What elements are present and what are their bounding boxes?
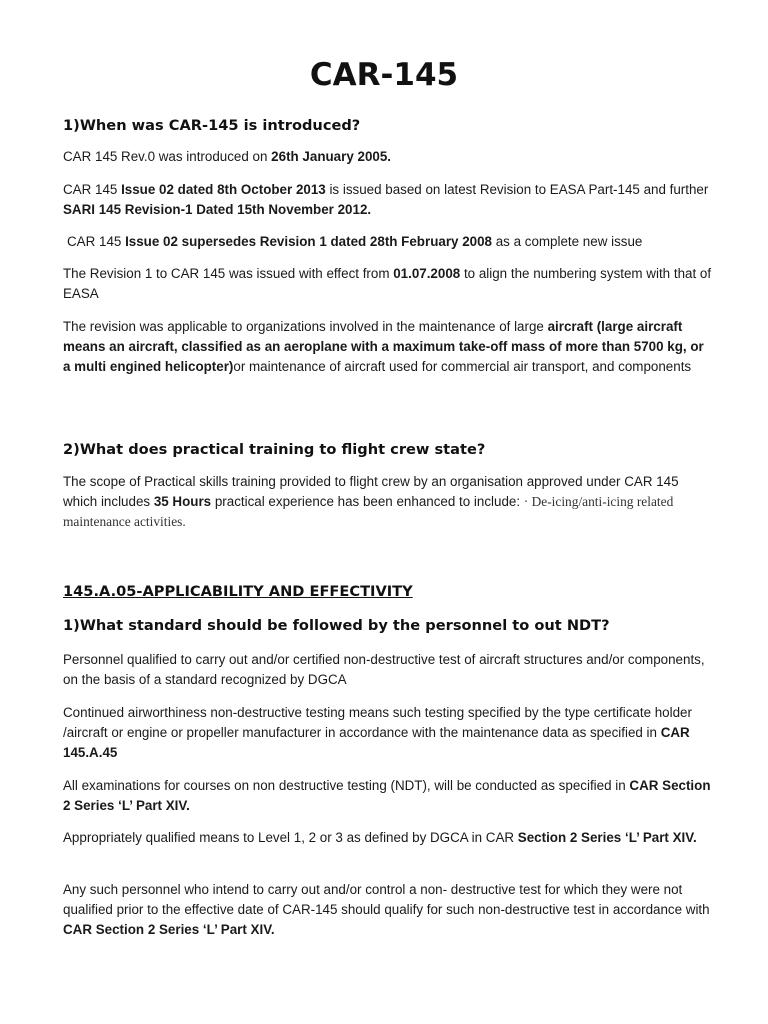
question-ndt-standard: 1)What standard should be followed by the personnel to out NDT?: [63, 617, 610, 634]
paragraph-personnel-intend: Any such personnel who intend to carry out and/or control a non- destructive test for which they were not qualified prior to the effective date of CAR-145 should qualify for such non-destructive test in accordance with CAR Section 2 Series ‘L’ Part XIV.: [63, 882, 710, 937]
paragraph-continued-airworthiness: Continued airworthiness non-destructive testing means such testing specified by the type certificate holder /aircraft or engine or propeller manufacturer in accordance with the maintenance data as specified in CAR 145.A.45: [63, 705, 692, 760]
paragraph-revision1: The Revision 1 to CAR 145 was issued with effect from 01.07.2008 to align the numbering system with that of EASA: [63, 266, 712, 301]
paragraph-supersedes: CAR 145 Issue 02 supersedes Revision 1 dated 28th February 2008 as a complete new issue: [67, 234, 643, 249]
paragraph-practical-skills: The scope of Practical skills training provided to flight crew by an organisation approved under CAR 145 which includes 35 Hours practical experience has been enhanced to include: · De-icing/anti-icing related maintenance activities.: [63, 474, 679, 529]
paragraph-appropriately-qualified: Appropriately qualified means to Level 1, 2 or 3 as defined by DGCA in CAR Section 2 Series ‘L’ Part XIV.: [63, 830, 697, 845]
paragraph-examinations: All examinations for courses on non destructive testing (NDT), will be conducted as specified in CAR Section 2 Series ‘L’ Part XIV.: [63, 778, 711, 813]
page-title: CAR-145: [309, 57, 459, 93]
section-heading-applicability: 145.A.05-APPLICABILITY AND EFFECTIVITY: [63, 583, 413, 600]
paragraph-rev0: CAR 145 Rev.0 was introduced on 26th January 2005.: [63, 149, 392, 164]
question-practical-training: 2)What does practical training to flight crew state?: [63, 441, 486, 458]
question-when-introduced: 1)When was CAR-145 is introduced?: [63, 117, 361, 134]
paragraph-issue02: CAR 145 Issue 02 dated 8th October 2013 is issued based on latest Revision to EASA Part-145 and further SARI 145 Revision-1 Dated 15th November 2012.: [63, 182, 709, 217]
paragraph-personnel-qualified: Personnel qualified to carry out and/or certified non-destructive test of aircraft structures and/or components, on the basis of a standard recognized by DGCA: [63, 652, 705, 687]
paragraph-applicability: The revision was applicable to organizations involved in the maintenance of large aircraft (large aircraft means an aircraft, classified as an aeroplane with a maximum take-off mass of more than 5700 kg, or a multi engined helicopter)or maintenance of aircraft used for commercial air transport, and components: [63, 319, 704, 374]
